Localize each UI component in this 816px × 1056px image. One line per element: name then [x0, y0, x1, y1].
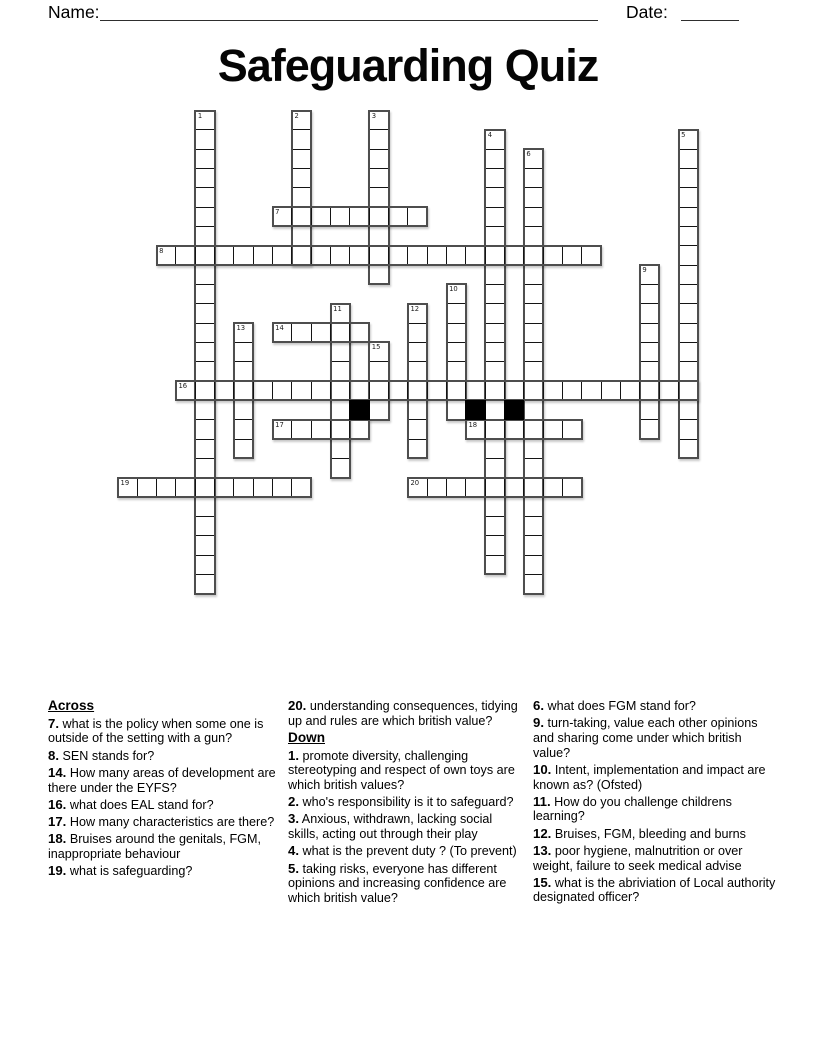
cell-separator	[525, 574, 542, 575]
cell-separator	[427, 382, 428, 399]
clue-number-label: 2	[294, 111, 299, 120]
cell-separator	[196, 168, 213, 169]
cell-separator	[370, 361, 387, 362]
cell-separator	[388, 382, 389, 399]
clue-number: 12.	[533, 825, 552, 841]
clue-7-across: 7. what is the policy when some one is outside of the setting with a gun?	[48, 715, 264, 746]
cell-separator	[214, 247, 215, 264]
cell-separator	[196, 439, 213, 440]
black-cell	[465, 400, 485, 420]
clue-number-label: 6	[526, 150, 531, 159]
clue-1-down: 1. promote diversity, challenging stereotyping and respect of own toys are which british values?	[288, 747, 515, 793]
cell-separator	[311, 324, 312, 341]
cell-separator	[680, 265, 697, 266]
cell-separator	[195, 479, 196, 496]
cell-separator	[196, 303, 213, 304]
cell-separator	[581, 382, 582, 399]
cell-separator	[525, 303, 542, 304]
word-19-across[interactable]	[117, 477, 312, 498]
cell-separator	[680, 303, 697, 304]
clue-number-label: 14	[275, 324, 284, 333]
cell-separator	[349, 324, 350, 341]
clue-number: 20.	[288, 698, 307, 713]
cell-separator	[349, 382, 350, 399]
cell-separator	[291, 208, 292, 225]
cell-separator	[486, 535, 503, 536]
word-8-across[interactable]	[156, 245, 603, 266]
cell-separator	[641, 303, 658, 304]
cell-separator	[486, 342, 503, 343]
clue-number: 5.	[288, 860, 299, 876]
cell-separator	[407, 247, 408, 264]
cell-separator	[680, 284, 697, 285]
cell-separator	[680, 342, 697, 343]
cell-separator	[214, 479, 215, 496]
cell-separator	[562, 421, 563, 438]
cell-separator	[525, 187, 542, 188]
cell-separator	[504, 247, 505, 264]
clue-19-across: 19. what is safeguarding?	[48, 863, 193, 879]
clue-12-down: 12. Bruises, FGM, bleeding and burns	[533, 825, 746, 841]
cell-separator	[330, 247, 331, 264]
cell-separator	[485, 479, 486, 496]
cell-separator	[465, 382, 466, 399]
cell-separator	[330, 208, 331, 225]
cell-separator	[639, 382, 640, 399]
cell-separator	[196, 207, 213, 208]
clue-number: 14.	[48, 764, 67, 780]
cell-separator	[446, 479, 447, 496]
clue-column-3	[533, 699, 776, 908]
cell-separator	[253, 479, 254, 496]
cell-separator	[407, 382, 408, 399]
cell-separator	[680, 323, 697, 324]
cell-separator	[525, 342, 542, 343]
clue-6-down: 6. what does FGM stand for?	[533, 698, 696, 713]
cell-separator	[196, 535, 213, 536]
cell-separator	[349, 247, 350, 264]
cell-separator	[235, 419, 252, 420]
cell-separator	[369, 247, 370, 264]
word-17-across[interactable]	[272, 419, 371, 440]
clue-number-label: 10	[449, 285, 458, 294]
cell-separator	[293, 168, 310, 169]
cell-separator	[659, 382, 660, 399]
cell-separator	[543, 421, 544, 438]
cell-separator	[311, 208, 312, 225]
cell-separator	[293, 129, 310, 130]
cell-separator	[293, 187, 310, 188]
cell-separator	[486, 555, 503, 556]
clue-number: 1.	[288, 747, 299, 763]
cell-separator	[486, 458, 503, 459]
word-5-down[interactable]	[678, 129, 699, 460]
cell-separator	[525, 516, 542, 517]
clue-number-label: 9	[642, 266, 647, 275]
cell-separator	[175, 247, 176, 264]
cell-separator	[235, 439, 252, 440]
word-14-across[interactable]	[272, 322, 371, 343]
cell-separator	[175, 479, 176, 496]
cell-separator	[253, 247, 254, 264]
word-18-across[interactable]	[465, 419, 583, 440]
cell-separator	[293, 149, 310, 150]
clue-number: 6.	[533, 698, 544, 713]
cell-separator	[156, 479, 157, 496]
word-2-down[interactable]	[291, 110, 312, 267]
cell-separator	[504, 382, 505, 399]
cell-separator	[137, 479, 138, 496]
cell-separator	[195, 382, 196, 399]
clue-number: 8.	[48, 747, 59, 763]
cell-separator	[525, 361, 542, 362]
cell-separator	[525, 555, 542, 556]
cell-separator	[641, 342, 658, 343]
word-7-across[interactable]	[272, 206, 429, 227]
cell-separator	[448, 342, 465, 343]
cell-separator	[233, 247, 234, 264]
cell-separator	[486, 361, 503, 362]
cell-separator	[486, 207, 503, 208]
cell-separator	[253, 382, 254, 399]
clue-number-label: 15	[371, 343, 381, 352]
cell-separator	[680, 187, 697, 188]
cell-separator	[272, 479, 273, 496]
clue-11-down: 11. How do you challenge childrens learning?	[533, 793, 732, 824]
clue-4-down: 4. what is the prevent duty ? (To prevent)	[288, 843, 517, 859]
cell-separator	[233, 382, 234, 399]
clue-18-across: 18. Bruises around the genitals, FGM, inappropriate behaviour	[48, 831, 261, 861]
cell-separator	[543, 247, 544, 264]
clue-number-label: 11	[333, 304, 342, 313]
clue-number: 4.	[288, 843, 299, 859]
page-title: Safeguarding Quiz	[217, 40, 599, 91]
cell-separator	[504, 479, 505, 496]
cell-separator	[680, 226, 697, 227]
cell-separator	[195, 247, 196, 264]
clue-2-down: 2. who's responsibility is it to safeguard?	[288, 794, 514, 810]
word-16-across[interactable]	[175, 380, 699, 401]
cell-separator	[486, 226, 503, 227]
cell-separator	[525, 535, 542, 536]
cell-separator	[525, 226, 542, 227]
clue-number-label: 1	[197, 111, 203, 120]
cell-separator	[196, 458, 213, 459]
cell-separator	[272, 382, 273, 399]
clue-number-label: 8	[159, 246, 164, 255]
clue-number: 18.	[48, 831, 67, 847]
cell-separator	[446, 382, 447, 399]
clue-number: 13.	[533, 842, 552, 858]
cell-separator	[523, 382, 524, 399]
clue-13-down: 13. poor hygiene, malnutrition or over weight, failure to seek medical advise	[533, 842, 743, 873]
clue-number: 19.	[48, 863, 67, 879]
cell-separator	[486, 323, 503, 324]
name-label: Name:	[48, 2, 100, 22]
word-6-down[interactable]	[523, 148, 544, 595]
cell-separator	[311, 247, 312, 264]
cell-separator	[349, 421, 350, 438]
cell-separator	[332, 361, 349, 362]
clue-number-label: 7	[275, 208, 280, 217]
cell-separator	[581, 247, 582, 264]
word-1-down[interactable]	[194, 110, 215, 595]
clue-number: 3.	[288, 811, 299, 827]
date-label: Date:	[626, 2, 668, 22]
cell-separator	[407, 208, 408, 225]
cell-separator	[678, 382, 679, 399]
clue-number-label: 5	[681, 130, 686, 139]
cell-separator	[680, 361, 697, 362]
cell-separator	[448, 361, 465, 362]
cell-separator	[680, 245, 697, 246]
clue-number: 11.	[533, 793, 551, 809]
cell-separator	[388, 247, 389, 264]
cell-separator	[562, 479, 563, 496]
clue-number-label: 20	[410, 478, 420, 487]
cell-separator	[369, 382, 370, 399]
clue-column-1	[48, 699, 280, 881]
cell-separator	[291, 324, 292, 341]
cell-separator	[235, 342, 252, 343]
cell-separator	[486, 284, 503, 285]
clue-column-2	[288, 699, 522, 908]
cell-separator	[680, 149, 697, 150]
clue-number: 7.	[48, 715, 59, 731]
cell-separator	[523, 479, 524, 496]
clue-15-down: 15. what is the abriviation of Local authority designated officer?	[533, 874, 776, 905]
cell-separator	[196, 129, 213, 130]
clue-8-across: 8. SEN stands for?	[48, 747, 155, 763]
cell-separator	[485, 247, 486, 264]
cell-separator	[562, 382, 563, 399]
cell-separator	[311, 421, 312, 438]
across-heading: Across	[48, 698, 95, 713]
cell-separator	[291, 421, 292, 438]
word-20-across[interactable]	[407, 477, 583, 498]
clue-number-label: 17	[275, 420, 284, 429]
cell-separator	[641, 323, 658, 324]
cell-separator	[427, 247, 428, 264]
cell-separator	[291, 382, 292, 399]
black-cell	[504, 400, 524, 420]
cell-separator	[486, 516, 503, 517]
cell-separator	[196, 342, 213, 343]
clue-number: 16.	[48, 796, 67, 812]
cell-separator	[196, 361, 213, 362]
clue-14-across: 14. How many areas of development are there under the EYFS?	[48, 764, 276, 795]
clue-5-down: 5. taking risks, everyone has different opinions and increasing confidence are which british value?	[288, 860, 507, 905]
cell-separator	[525, 207, 542, 208]
cell-separator	[485, 382, 486, 399]
clue-number-label: 18	[468, 420, 478, 429]
cell-separator	[409, 439, 426, 440]
cell-separator	[196, 419, 213, 420]
cell-separator	[291, 479, 292, 496]
cell-separator	[369, 208, 370, 225]
cell-separator	[370, 168, 387, 169]
cell-separator	[196, 187, 213, 188]
clue-20-across: 20. understanding consequences, tidying up and rules are which british value?	[288, 698, 518, 728]
cell-separator	[486, 187, 503, 188]
cell-separator	[427, 479, 428, 496]
cell-separator	[272, 247, 273, 264]
clue-10-down: 10. Intent, implementation and impact are known as? (Ofsted)	[533, 761, 766, 792]
cell-separator	[601, 382, 602, 399]
clue-number-label: 12	[410, 304, 420, 313]
clue-16-across: 16. what does EAL stand for?	[48, 796, 214, 812]
cell-separator	[291, 247, 292, 264]
cell-separator	[523, 247, 524, 264]
clue-9-down: 9. turn-taking, value each other opinions and sharing come under which british value?	[533, 715, 758, 760]
clue-number: 9.	[533, 715, 544, 731]
cell-separator	[233, 479, 234, 496]
cell-separator	[409, 342, 426, 343]
cell-separator	[543, 479, 544, 496]
cell-separator	[486, 149, 503, 150]
clue-number-label: 3	[371, 111, 377, 120]
black-cell	[349, 400, 369, 420]
cell-separator	[196, 555, 213, 556]
cell-separator	[448, 323, 465, 324]
cell-separator	[330, 324, 331, 341]
cell-separator	[680, 419, 697, 420]
cell-separator	[465, 479, 466, 496]
cell-separator	[409, 419, 426, 420]
cell-separator	[370, 187, 387, 188]
clue-number: 10.	[533, 761, 552, 777]
cell-separator	[214, 382, 215, 399]
clue-number-label: 19	[120, 478, 130, 487]
cell-separator	[620, 382, 621, 399]
cell-separator	[196, 226, 213, 227]
cell-separator	[196, 323, 213, 324]
cell-separator	[486, 303, 503, 304]
clue-number-label: 4	[487, 130, 493, 139]
cell-separator	[680, 439, 697, 440]
clue-3-down: 3. Anxious, withdrawn, lacking social skills, acting out through their play	[288, 811, 493, 842]
cell-separator	[680, 207, 697, 208]
cell-separator	[196, 516, 213, 517]
clue-17-across: 17. How many characteristics are there?	[48, 813, 275, 829]
cell-separator	[486, 168, 503, 169]
cell-separator	[525, 458, 542, 459]
cell-separator	[448, 303, 465, 304]
cell-separator	[388, 208, 389, 225]
cell-separator	[641, 361, 658, 362]
cell-separator	[641, 284, 658, 285]
cell-separator	[525, 323, 542, 324]
cell-separator	[641, 419, 658, 420]
cell-separator	[349, 208, 350, 225]
cell-separator	[562, 247, 563, 264]
cell-separator	[196, 284, 213, 285]
clue-number-label: 16	[178, 382, 188, 391]
cell-separator	[370, 129, 387, 130]
cell-separator	[504, 421, 505, 438]
cell-separator	[409, 323, 426, 324]
cell-separator	[485, 421, 486, 438]
cell-separator	[330, 382, 331, 399]
cell-separator	[523, 421, 524, 438]
cell-separator	[370, 149, 387, 150]
cell-separator	[330, 421, 331, 438]
cell-separator	[465, 247, 466, 264]
cell-separator	[446, 247, 447, 264]
cell-separator	[235, 361, 252, 362]
down-heading: Down	[288, 729, 325, 745]
cell-separator	[543, 382, 544, 399]
cell-separator	[680, 168, 697, 169]
cell-separator	[525, 168, 542, 169]
cell-separator	[196, 574, 213, 575]
word-9-down[interactable]	[639, 264, 660, 440]
cell-separator	[525, 284, 542, 285]
cell-separator	[196, 149, 213, 150]
clue-number-label: 13	[236, 324, 246, 333]
clue-number: 2.	[288, 794, 299, 810]
clue-number: 17.	[48, 813, 67, 829]
clue-number: 15.	[533, 874, 552, 890]
cell-separator	[311, 382, 312, 399]
cell-separator	[409, 361, 426, 362]
cell-separator	[332, 458, 349, 459]
word-4-down[interactable]	[484, 129, 505, 576]
